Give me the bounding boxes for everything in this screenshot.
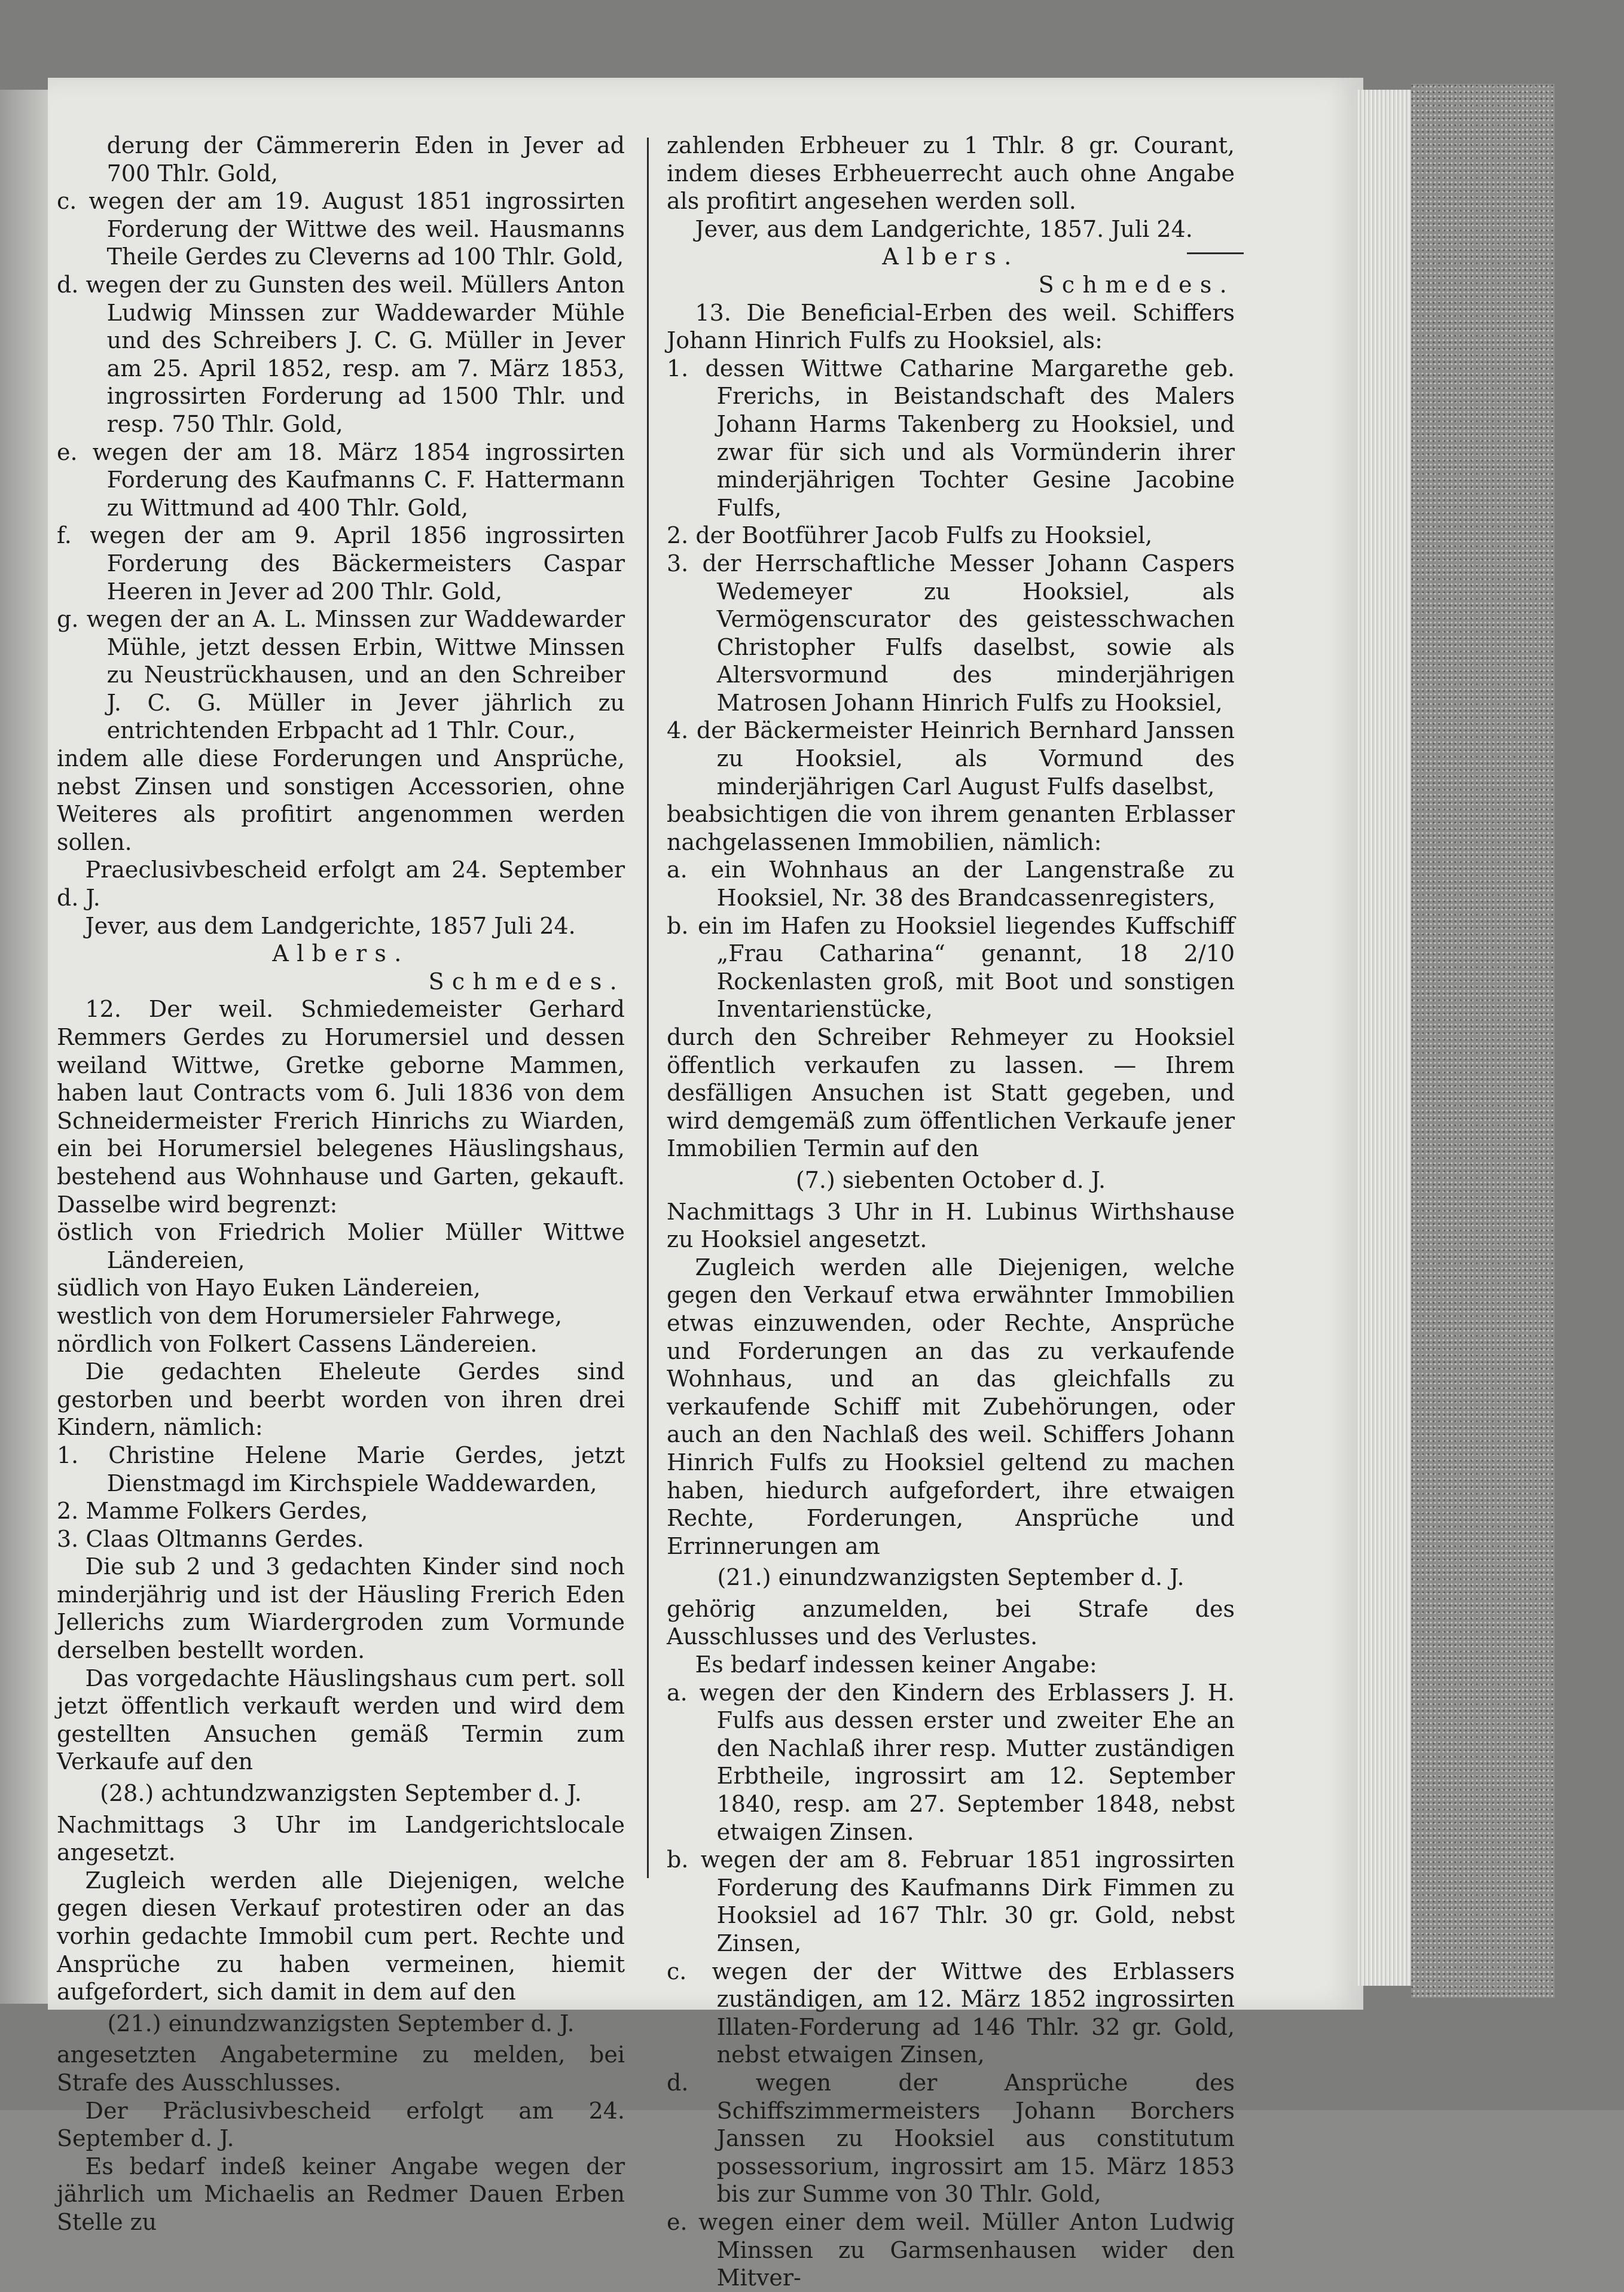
text-paragraph: 12. Der weil. Schmiedemeister Gerhard Remmers Gerdes zu Horumersiel und dessen weiland Wittwe, Gretke geborne Mammen, haben laut Contracts vom 6. Juli 1836 von dem Schneidermeister Frerich Hinrichs zu Wiarden, ein bei Horumersiel belegenes Häuslingshaus, bestehend aus Wohnhause und Garten, gekauft. Dasselbe wird begrenzt: (57, 996, 625, 1218)
term-date-line: (28.) achtundzwanzigsten September d. J. (100, 1780, 582, 1807)
list-item: c. wegen der am 19. August 1851 ingrossirten Forderung der Wittwe des weil. Hausmanns Theile Gerdes zu Cleverns ad 100 Thlr. Gold, (57, 188, 625, 270)
text-paragraph: Nachmittags 3 Uhr im Landgerichtslocale angesetzt. (57, 1811, 625, 1866)
text-paragraph: Es bedarf indessen keiner Angabe: (695, 1651, 1097, 1678)
facing-page-edge (0, 90, 48, 2004)
text-paragraph: zahlenden Erbheuer zu 1 Thlr. 8 gr. Courant, indem dieses Erbheuerrecht auch ohne Angabe als profitirt angesehen werden soll. (667, 132, 1235, 215)
left-column (57, 132, 625, 2236)
text-paragraph: Das vorgedachte Häuslingshaus cum pert. soll jetzt öffentlich verkauft werden und wird dem gestellten Ansuchen gemäß Termin zum Verkaufe auf den (57, 1665, 625, 1775)
list-item: derung der Cämmererin Eden in Jever ad 700 Thlr. Gold, (106, 132, 625, 187)
text-paragraph: c. wegen der der Wittwe des Erblassers zuständigen, am 12. März 1852 ingrossirten Illaten-Forderung ad 146 Thlr. 32 gr. Gold, nebst etwaigen Zinsen, (667, 1958, 1235, 2068)
text-paragraph: d. wegen der Ansprüche des Schiffszimmermeisters Johann Borchers Janssen zu Hooksiel aus constitutum possessorium, ingrossirt am 15. März 1853 bis zur Summe von 30 Thlr. Gold, (667, 2069, 1235, 2208)
text-paragraph: Praeclusivbescheid erfolgt am 24. September d. J. (57, 857, 625, 912)
text-paragraph: e. wegen einer dem weil. Müller Anton Ludwig Minssen zu Garmsenhausen wider den Mitver- (667, 2208, 1235, 2291)
text-paragraph: 2. der Bootführer Jacob Fulfs zu Hooksiel, (667, 522, 1153, 549)
text-paragraph: 3. Claas Oltmanns Gerdes. (57, 1525, 364, 1552)
text-paragraph: 1. Christine Helene Marie Gerdes, jetzt Dienstmagd im Kirchspiele Waddewarden, (57, 1441, 625, 1496)
text-paragraph: 1. dessen Wittwe Catharine Margarethe geb. Frerichs, in Beistandschaft des Malers Johann Harms Takenberg zu Hooksiel, und zwar für sich und als Vormünderin ihrer minderjährigen Tochter Gesine Jacobine Fulfs, (667, 355, 1235, 521)
text-paragraph: westlich von dem Horumersieler Fahrwege, (57, 1302, 563, 1329)
text-paragraph: beabsichtigen die von ihrem genanten Erblasser nachgelassenen Immobilien, nämlich: (667, 801, 1235, 855)
text-paragraph: Nachmittags 3 Uhr in H. Lubinus Wirthshause zu Hooksiel angesetzt. (667, 1198, 1235, 1253)
text-paragraph: südlich von Hayo Euken Ländereien, (57, 1275, 481, 1302)
term-date-line: (7.) siebenten October d. J. (795, 1166, 1106, 1193)
text-paragraph: durch den Schreiber Rehmeyer zu Hooksiel öffentlich verkaufen zu lassen. — Ihrem desfälligen Ansuchen ist Statt gegeben, und wird demgemäß zum öffentlichen Verkaufe jener Immobilien Termin auf den (667, 1024, 1235, 1162)
column-divider (647, 138, 649, 1878)
text-paragraph: Es bedarf indeß keiner Angabe wegen der jährlich um Michaelis an Redmer Dauen Erben Stelle zu (57, 2153, 625, 2235)
text-paragraph: Albers. (882, 243, 1019, 270)
text-paragraph: Die sub 2 und 3 gedachten Kinder sind noch minderjährig und ist der Häusling Frerich Eden Jellerichs zum Wiardergroden zum Vormunde derselben bestellt worden. (57, 1553, 625, 1664)
text-paragraph: Schmedes. (1038, 271, 1235, 298)
term-date-line: (21.) einundzwanzigsten September d. J. (717, 1564, 1185, 1591)
list-item: g. wegen der an A. L. Minssen zur Waddewarder Mühle, jetzt dessen Erbin, Wittwe Minssen zu Neustrückhausen, und an den Schreiber J. C. G. Müller in Jever jährlich zu entrichtenden Erbpacht ad 1 Thlr. Cour., (57, 606, 625, 744)
list-item: f. wegen der am 9. April 1856 ingrossirten Forderung des Bäckermeisters Caspar Heeren in Jever ad 200 Thlr. Gold, (57, 522, 625, 605)
text-paragraph: indem alle diese Forderungen und Ansprüche, nebst Zinsen und sonstigen Accessorien, ohne Weiteres als profitirt angenommen werden sollen. (57, 745, 625, 855)
text-paragraph: nördlich von Folkert Cassens Ländereien. (57, 1330, 538, 1357)
text-paragraph: Zugleich werden alle Diejenigen, welche gegen diesen Verkauf protestiren oder an das vorhin gedachte Immobil cum pert. Rechte und Ansprüche zu haben vermeinen, hiemit aufgefordert, sich damit in dem auf den (57, 1867, 625, 2006)
page-stack-edges (1357, 90, 1411, 1986)
text-paragraph: angesetzten Angabetermine zu melden, bei Strafe des Ausschlusses. (57, 2041, 625, 2096)
text-paragraph: a. wegen der den Kindern des Erblassers J. H. Fulfs aus dessen erster und zweiter Ehe an den Nachlaß ihrer resp. Mutter zuständigen Erbtheile, ingrossirt am 12. September 1840, resp. am 27. September 1848, nebst etwaigen Zinsen. (667, 1679, 1235, 1845)
text-paragraph: Die gedachten Eheleute Gerdes sind gestorben und beerbt worden von ihren drei Kindern, nämlich: (57, 1358, 625, 1441)
text-paragraph: gehörig anzumelden, bei Strafe des Ausschlusses und des Verlustes. (667, 1595, 1235, 1650)
book-cover (1411, 84, 1555, 1998)
text-paragraph: Jever, aus dem Landgerichte, 1857. Juli 24. (695, 215, 1193, 242)
text-paragraph: a. ein Wohnhaus an der Langenstraße zu Hooksiel, Nr. 38 des Brandcassenregisters, (667, 857, 1235, 912)
text-paragraph: östlich von Friedrich Molier Müller Wittwe Ländereien, (57, 1219, 625, 1273)
right-column (667, 132, 1235, 2292)
text-paragraph: Zugleich werden alle Diejenigen, welche gegen den Verkauf etwa erwähnter Immobilien etwas einzuwenden, oder Rechte, Ansprüche und Forderungen an das zu verkaufende Wohnhaus, und an das gleichfalls zu verkaufende Schiff mit Zubehörungen, oder auch an den Nachlaß des weil. Schiffers Johann Hinrich Fulfs zu Hooksiel geltend zu machen haben, hiedurch aufgefordert, ihre etwaigen Rechte, Forderungen, Ansprüche und Errinnerungen am (667, 1254, 1235, 1559)
text-paragraph: Schmedes. (428, 968, 625, 995)
text-paragraph: 13. Die Beneficial-Erben des weil. Schiffers Johann Hinrich Fulfs zu Hooksiel, als: (667, 299, 1235, 354)
text-paragraph: Albers. (272, 940, 410, 967)
text-paragraph: Jever, aus dem Landgerichte, 1857 Juli 24. (85, 912, 576, 939)
text-paragraph: b. wegen der am 8. Februar 1851 ingrossirten Forderung des Kaufmanns Dirk Fimmen zu Hooksiel ad 167 Thlr. 30 gr. Gold, nebst Zinsen, (667, 1846, 1235, 1956)
text-paragraph: b. ein im Hafen zu Hooksiel liegendes Kuffschiff „Frau Catharina“ genannt, 18 2/10 Rockenlasten groß, mit Boot und sonstigen Inventarienstücke, (667, 912, 1235, 1023)
list-item: d. wegen der zu Gunsten des weil. Müllers Anton Ludwig Minssen zur Waddewarder Mühle und des Schreibers J. C. G. Müller in Jever am 25. April 1852, resp. am 7. März 1853, ingrossirten Forderung ad 1500 Thlr. und resp. 750 Thlr. Gold, (57, 271, 625, 437)
term-date-line: (21.) einundzwanzigsten September d. J. (107, 2010, 575, 2037)
text-paragraph: 3. der Herrschaftliche Messer Johann Caspers Wedemeyer zu Hooksiel, als Vermögenscurator des geistesschwachen Christopher Fulfs daselbst, sowie als Altersvormund des minderjährigen Matrosen Johann Hinrich Fulfs zu Hooksiel, (667, 550, 1235, 716)
text-paragraph: Der Präclusivbescheid erfolgt am 24. September d. J. (57, 2097, 625, 2152)
list-item: e. wegen der am 18. März 1854 ingrossirten Forderung des Kaufmanns C. F. Hattermann zu Wittmund ad 400 Thlr. Gold, (57, 438, 625, 521)
text-paragraph: 4. der Bäckermeister Heinrich Bernhard Janssen zu Hooksiel, als Vormund des minderjährigen Carl August Fulfs daselbst, (667, 717, 1235, 800)
text-paragraph: 2. Mamme Folkers Gerdes, (57, 1498, 368, 1525)
